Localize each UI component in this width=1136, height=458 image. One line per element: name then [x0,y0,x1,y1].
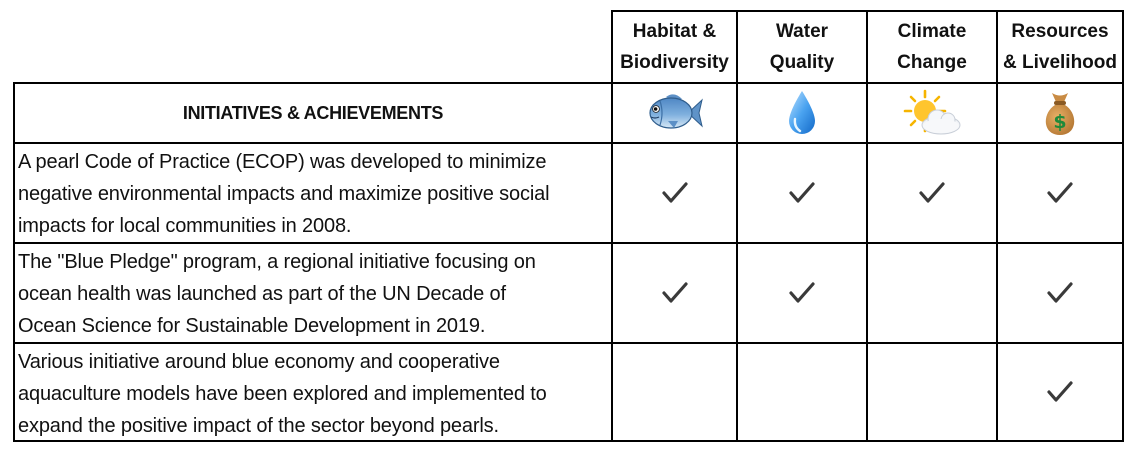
row-2-resources-check [998,244,1122,342]
fish-icon [613,84,736,142]
column-header-climate: Climate Change [897,21,967,73]
table-row-1-description: A pearl Code of Practice (ECOP) was developed to minimize negative environmental impacts and maximize positive social impacts for local communities in 2008. [18,151,550,237]
table-row-3-description: Various initiative around blue economy and cooperative aquaculture models have been explored and implemented to expand the positive impact of the sector beyond pearls. [18,351,547,437]
sun-behind-cloud-icon [868,84,996,142]
table-row-2-description: The "Blue Pledge" program, a regional initiative focusing on ocean health was launched as part of the UN Decade of Ocean Science for Sustainable Development in 2019. [18,251,536,337]
row-3-climate-empty [868,344,996,440]
table-title: INITIATIVES & ACHIEVEMENTS [182,102,444,123]
column-header-resources: Resources & Livelihood [1003,21,1117,73]
check-icon [789,282,815,304]
check-icon [1047,182,1073,204]
row-2-habitat-check [613,244,736,342]
check-icon [662,282,688,304]
row-1-water-check [738,144,866,242]
column-header-habitat: Habitat & Biodiversity [620,21,729,73]
row-1-habitat-check [613,144,736,242]
row-3-habitat-empty [613,344,736,440]
droplet-icon [738,84,866,142]
check-icon [789,182,815,204]
check-icon [662,182,688,204]
right-border [1122,10,1124,442]
check-icon [1047,381,1073,403]
check-icon [919,182,945,204]
row-1-resources-check [998,144,1122,242]
row-2-climate-empty [868,244,996,342]
row-3-water-empty [738,344,866,440]
row-1-climate-check [868,144,996,242]
svg-text:$: $ [1053,111,1067,133]
money-bag-icon [998,84,1122,142]
row-3-resources-check [998,344,1122,440]
row-2-water-check [738,244,866,342]
column-header-water: Water Quality [769,21,835,73]
check-icon [1047,282,1073,304]
